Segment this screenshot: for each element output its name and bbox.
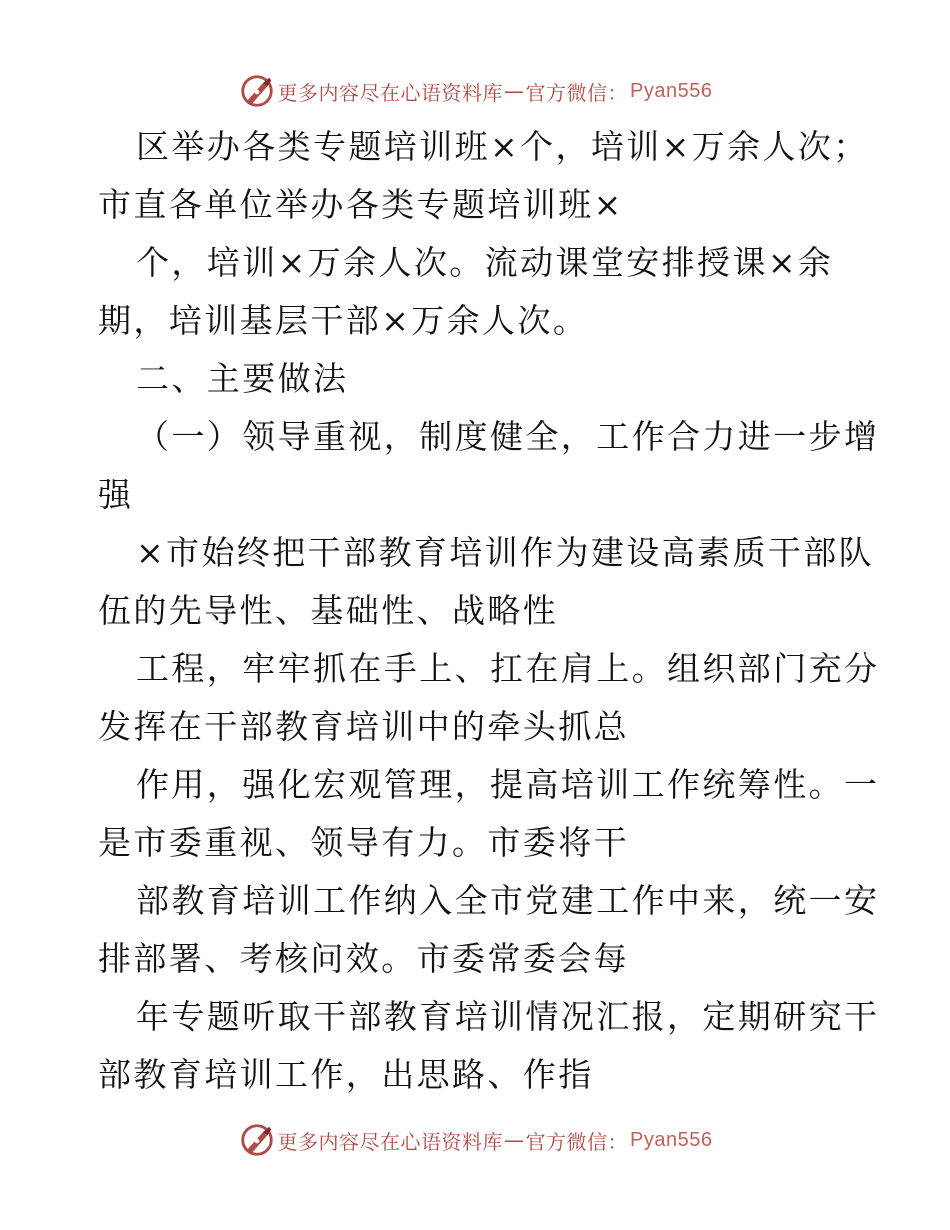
- subsection-heading: （一）领导重视，制度健全，工作合力进一步增: [136, 417, 880, 456]
- watermark-label: 官方微信：: [525, 1129, 629, 1154]
- watermark-text: 更多内容尽在心语资料库: [277, 80, 504, 105]
- body-line: 期，培训基层干部×万余人次。: [98, 301, 589, 340]
- body-line: 是市委重视、领导有力。市委将干: [98, 823, 629, 862]
- watermark-text: 更多内容尽在心语资料库: [277, 1129, 504, 1154]
- body-line: 部教育培训工作纳入全市党建工作中来，统一安: [136, 881, 880, 920]
- body-line: 发挥在干部教育培训中的牵头抓总: [98, 707, 629, 746]
- body-line: 排部署、考核问效。市委常委会每: [98, 939, 629, 978]
- body-line: 市直各单位举办各类专题培训班×: [98, 185, 624, 224]
- footer-watermark: [0, 1120, 950, 1160]
- document-body: [98, 118, 880, 1104]
- body-line: 个，培训×万余人次。流动课堂安排授课×余: [136, 243, 834, 282]
- header-watermark: [0, 71, 950, 111]
- subsection-heading-continued: 强: [98, 475, 134, 514]
- body-line: 工程，牢牢抓在手上、扛在肩上。组织部门充分: [136, 649, 880, 688]
- watermark-label: 官方微信：: [525, 80, 629, 105]
- watermark-id: Pyan556: [630, 79, 713, 102]
- section-heading: 二、主要做法: [136, 359, 349, 398]
- watermark-separator: —: [504, 1128, 525, 1152]
- watermark-id: Pyan556: [630, 1128, 713, 1151]
- watermark-separator: —: [504, 79, 525, 103]
- body-line: 区举办各类专题培训班×个，培训×万余人次；: [136, 127, 869, 166]
- body-line: 伍的先导性、基础性、战略性: [98, 591, 559, 630]
- body-line: 作用，强化宏观管理，提高培训工作统筹性。一: [136, 765, 880, 804]
- body-line: 年专题听取干部教育培训情况汇报，定期研究干: [136, 997, 880, 1036]
- pen-logo-icon: [238, 1121, 276, 1159]
- body-line: ×市始终把干部教育培训作为建设高素质干部队: [136, 533, 875, 572]
- pen-logo-icon: [238, 72, 276, 110]
- body-line: 部教育培训工作，出思路、作指: [98, 1055, 594, 1094]
